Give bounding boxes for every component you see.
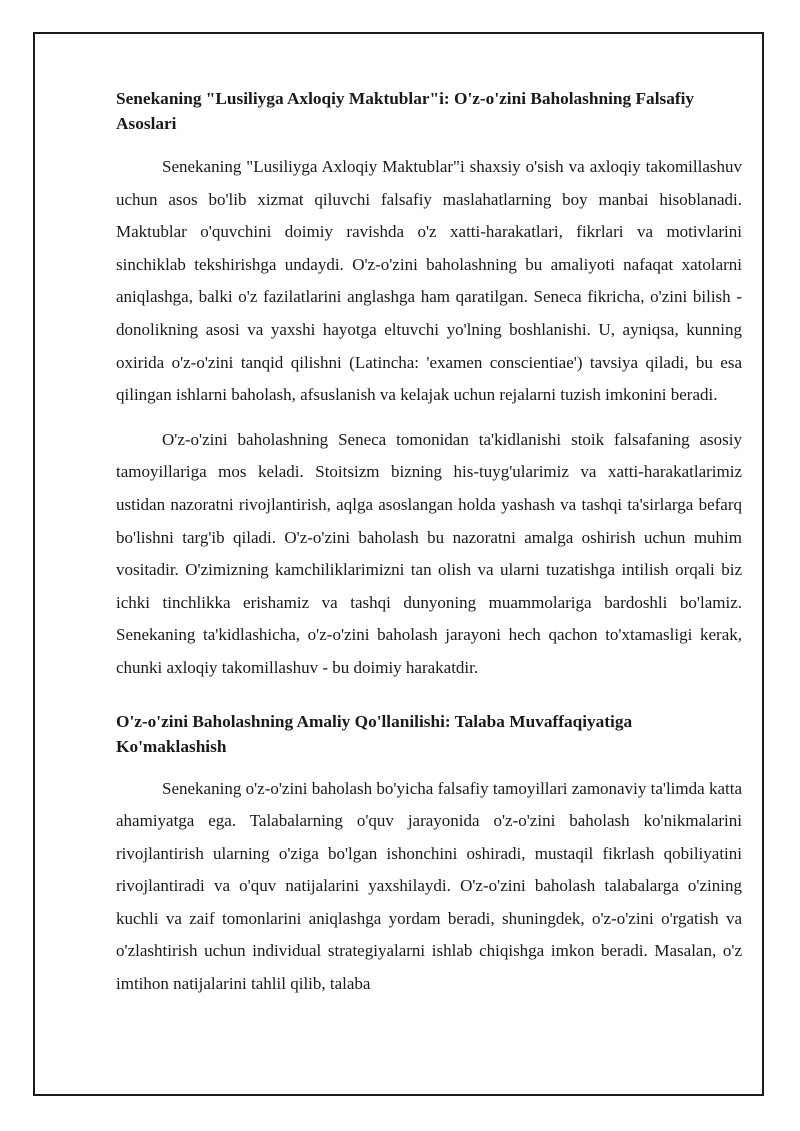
section-heading: Senekaning "Lusiliyga Axloqiy Maktublar"i: O'z-o'zini Baholashning Falsafiy Asoslari [116, 89, 695, 133]
paragraph: Senekaning "Lusiliyga Axloqiy Maktublar"i shaxsiy o'sish va axloqiy takomillashuv uchun asos bo'lib xizmat qiluvchi falsafiy maslahatlarning boy manbai hisoblanadi. Maktublar o'quvchini doimiy ravishda o'z xatti-harakatlari, fikrlari va motivlarini sinchiklab tekshirishga undaydi. O'z-o'zini baholashning bu amaliyoti nafaqat xatolarni aniqlashga, balki o'z fazilatlarini anglashga ham qaratilgan. Seneca fikricha, o'zini bilish - donolikning asosi va yaxshi hayotga eltuvchi yo'lning boshlanishi. U, ayniqsa, kunning oxirida o'z-o'zini tanqid qilishni (Latincha: 'examen conscientiae') tavsiya qiladi, bu esa qilingan ishlarni baholash, afsuslanish va kelajak uchun rejalarni tuzish imkonini beradi. [116, 157, 742, 405]
section-heading: O'z-o'zini Baholashning Amaliy Qo'llanilishi: Talaba Muvaffaqiyatiga Ko'maklashish [116, 711, 633, 756]
paragraph: Senekaning o'z-o'zini baholash bo'yicha falsafiy tamoyillari zamonaviy ta'limda katta ahamiyatga ega. Talabalarning o'quv jarayonida o'z-o'zini baholash ko'nikmalarini rivojlantirish ularning o'ziga bo'lgan ishonchini oshiradi, mustaqil fikrlash qobiliyatini rivojlantiradi va o'quv natijalarini yaxshilaydi. O'z-o'zini baholash talabalarga o'zining kuchli va zaif tomonlarini aniqlashga yordam beradi, shuningdek, o'z-o'zini o'rgatish va o'zlashtirish uchun individual strategiyalarni ishlab chiqishga imkon beradi. Masalan, o'z imtihon natijalarini tahlil qilib, talaba [116, 778, 742, 994]
document-body [116, 86, 742, 1001]
paragraph: O'z-o'zini baholashning Seneca tomonidan ta'kidlanishi stoik falsafaning asosiy tamoyillariga mos keladi. Stoitsizm bizning his-tuyg'ularimiz va xatti-harakatlarimiz ustidan nazoratni rivojlantirish, aqlga asoslangan holda yashash va tashqi ta'sirlarga befarq bo'lishni targ'ib qiladi. O'z-o'zini baholash bu nazoratni amalga oshirish uchun muhim vositadir. O'zimizning kamchiliklarimizni tan olish va ularni tuzatishga intilish orqali biz ichki tinchlikka erishamiz va tashqi dunyoning muammolariga bardoshli bo'lamiz. Senekaning ta'kidlashicha, o'z-o'zini baholash jarayoni hech qachon to'xtamasligi kerak, chunki axloqiy takomillashuv - bu doimiy harakatdir. [116, 429, 742, 677]
